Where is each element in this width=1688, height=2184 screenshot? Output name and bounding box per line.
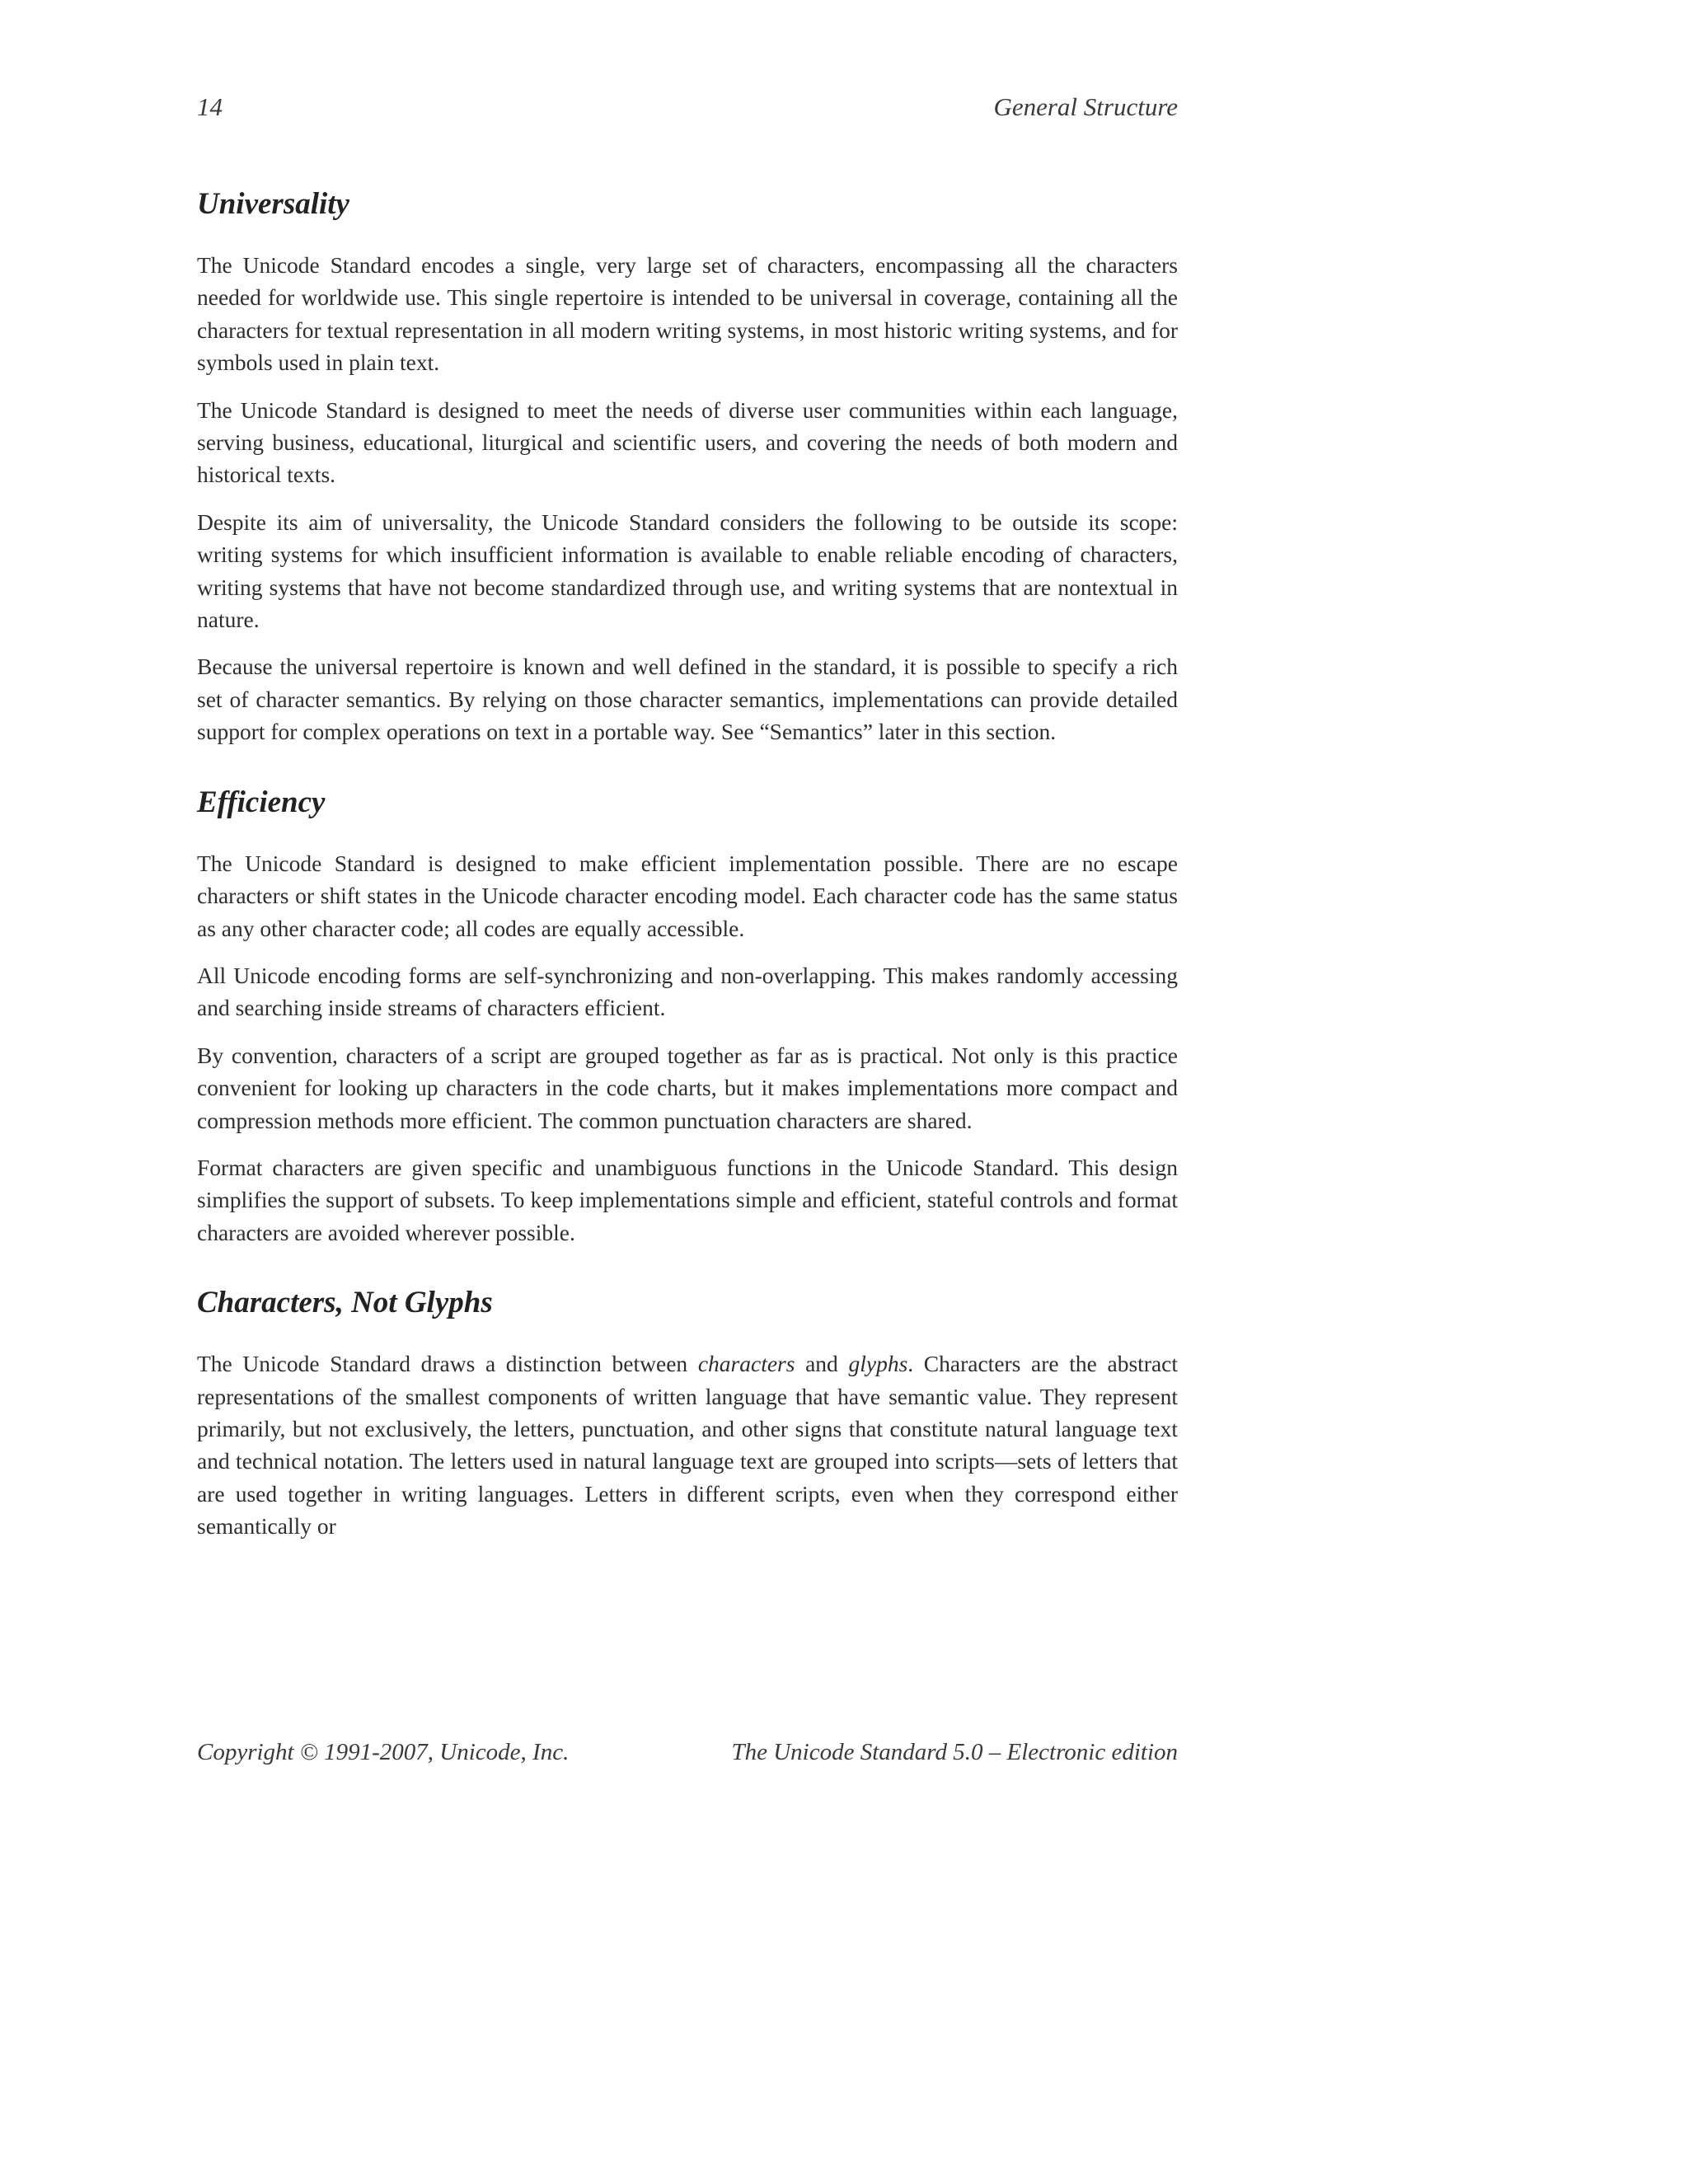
term-glyphs: glyphs [848,1351,908,1377]
text-run: . Characters are the abstract representations of the smallest components of written language that have semantic value. They represent primarily, but not exclusively, the letters, punctuation, and other signs that constitute natural language text and technical notation. The letters used in natural language text are grouped into scripts—sets of letters that are used together in writing languages. Letters in different scripts, even when they correspond either semantically or [197,1351,1178,1540]
paragraph [197,1347,1178,1542]
paragraph: By convention, characters of a script are grouped together as far as is practical. Not only is this practice convenient for looking up characters in the code charts, but it makes implementations more compact and compression methods more efficient. The common punctuation characters are shared. [197,1042,1178,1133]
running-head [197,89,1178,125]
chapter-title: General Structure [993,92,1178,121]
copyright-notice: Copyright © 1991-2007, Unicode, Inc. [197,1739,570,1765]
section-heading: Universality [197,187,349,221]
paragraph: The Unicode Standard is designed to meet the needs of diverse user communities within each language, serving business, educational, liturgical and scientific users, and covering the needs of both modern and historical texts. [197,396,1178,488]
section-heading: Efficiency [197,785,326,819]
paragraph: Format characters are given specific and unambiguous functions in the Unicode Standard. This design simplifies the support of subsets. To keep implementations simple and efficient, stateful controls and format characters are avoided wherever possible. [197,1154,1178,1245]
section-characters-not-glyphs [197,1282,1178,1542]
body-column [197,183,1178,1543]
term-characters: characters [697,1351,795,1377]
text-run: and [795,1351,849,1377]
text-run: The Unicode Standard draws a distinction between [197,1351,698,1377]
paragraph: The Unicode Standard is designed to make efficient implementation possible. There are no escape characters or shift states in the Unicode character encoding model. Each character code has the same status as any other character code; all codes are equally accessible. [197,850,1178,941]
section-efficiency [197,781,1178,1249]
section-universality [197,183,1178,748]
paragraph: Despite its aim of universality, the Unicode Standard considers the following to be outside its scope: writing systems for which insufficient information is available to enable reliable encoding of characters, writing systems that have not become standardized through use, and writing systems that are nontextual in nature. [197,509,1178,633]
edition-label: The Unicode Standard 5.0 – Electronic edition [731,1739,1178,1765]
paragraph: Because the universal repertoire is known and well defined in the standard, it is possible to specify a rich set of character semantics. By relying on those character semantics, implementations can provide detailed support for complex operations on text in a portable way. See “Semantics” later in this section. [197,654,1178,745]
page-number: 14 [197,92,223,121]
paragraph: The Unicode Standard encodes a single, very large set of characters, encompassing all the characters needed for worldwide use. This single repertoire is intended to be universal in coverage, containing all the characters for textual representation in all modern writing systems, in most historic writing systems, and for symbols used in plain text. [197,252,1178,376]
section-heading: Characters, Not Glyphs [197,1286,493,1320]
paragraph: All Unicode encoding forms are self-synchronizing and non-overlapping. This makes randomly accessing and searching inside streams of characters efficient. [197,962,1178,1021]
page-footer [197,1734,1178,1770]
